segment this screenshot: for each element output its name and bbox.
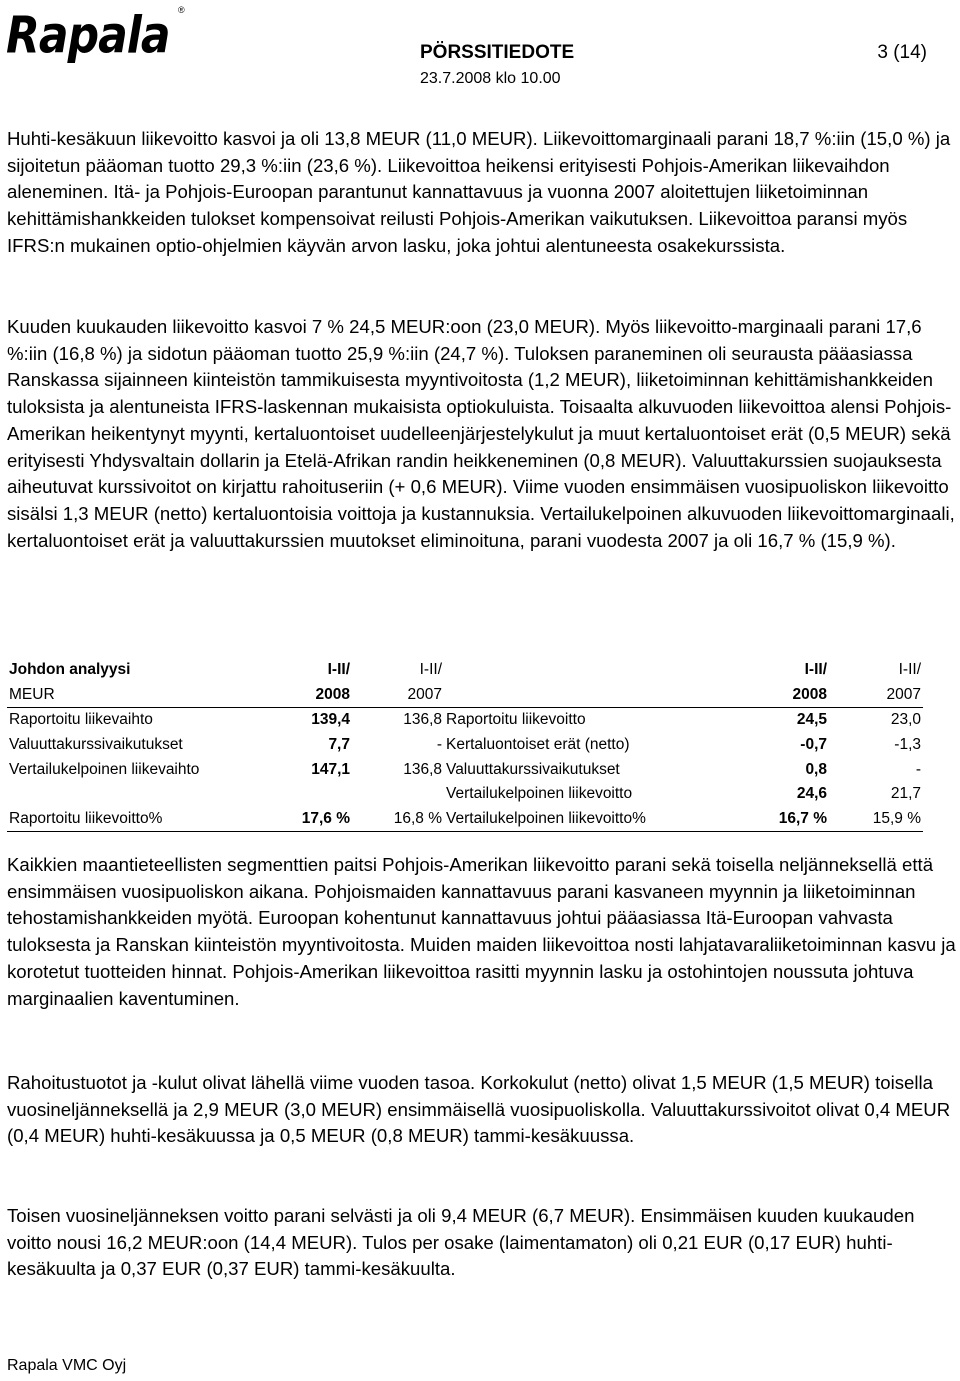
table-row <box>7 807 923 832</box>
value-2007: 136,8 <box>403 711 442 729</box>
row-label <box>7 782 277 807</box>
row-label: Valuuttakurssivaikutukset <box>9 736 183 754</box>
row-label: Kertaluontoiset erät (netto) <box>446 736 630 754</box>
row-label: Valuuttakurssivaikutukset <box>446 760 620 778</box>
value-2007: 21,7 <box>890 785 921 803</box>
value-2007: 16,8 % <box>352 807 444 832</box>
value-2007: - <box>436 736 442 754</box>
value-2008: 24,6 <box>796 785 827 803</box>
col-header-2008: 2008 <box>277 683 352 708</box>
col-header-2008: 2008 <box>744 683 829 708</box>
value-2007: -1,3 <box>894 736 921 754</box>
row-label: Vertailukelpoinen liikevaihto <box>9 760 200 778</box>
value-2007: 15,9 % <box>829 807 923 832</box>
row-label: Vertailukelpoinen liikevoitto <box>446 785 633 803</box>
registered-mark: ® <box>178 5 185 15</box>
value-2008 <box>277 782 352 807</box>
value-2008: 7,7 <box>328 736 350 754</box>
row-label: Raportoitu liikevoitto% <box>7 807 277 832</box>
row-label: Vertailukelpoinen liikevoitto% <box>444 807 744 832</box>
document-date: 23.7.2008 klo 10.00 <box>420 70 561 87</box>
col-header-2007: 2007 <box>352 683 444 708</box>
page-number: 3 (14) <box>877 42 927 63</box>
value-2008: 24,5 <box>796 711 827 729</box>
col-header-period: I-II/ <box>327 661 350 679</box>
value-2007: 23,0 <box>890 711 921 729</box>
paragraph-segments: Kaikkien maantieteellisten segmenttien paitsi Pohjois-Amerikan liikevoitto parani sekä toisella neljänneksellä että ensimmäisen vuosipuoliskon aikana. Pohjoismaiden kannattavuus parani kasvaneen myynnin ja liiketoiminnan tehostamishankkeiden myötä. Euroopan kohentunut kannattavuus johtui pääasiassa Itä-Euroopan vahvasta tuloksesta ja Ranskan kiinteistön myyntivoitosta. Muiden maiden liikevoittoa nosti lahjatavaraliiketoiminnan kasvu ja korotetut tuotteiden hinnat. Pohjois-Amerikan liikevoittoa rasitti myynnin lasku ja ostohintojen noussuta johtuva marginaalien kaventuminen. <box>7 854 956 1009</box>
table-row <box>7 733 923 758</box>
col-header-2007: 2007 <box>829 683 923 708</box>
value-2008: 0,8 <box>805 760 827 778</box>
col-header-period: I-II/ <box>898 661 921 679</box>
document-title: PÖRSSITIEDOTE <box>420 42 575 63</box>
paragraph-q2-operating-profit: Huhti-kesäkuun liikevoitto kasvoi ja oli 13,8 MEUR (11,0 MEUR). Liikevoittomarginaali parani 18,7 %:iin (15,0 %) ja sijoitetun pääoman tuotto 29,3 %:iin (23,6 %). Liikevoittoa heikensi erityisesti Pohjois-Amerikan liikevaihdon aleneminen. Itä- ja Pohjois-Euroopan parantunut kannattavuus ja vuonna 2007 aloitettujen liiketoiminnan kehittämishankkeiden tulokset kompensoivat reilusti Pohjois-Amerikan vaikutuksen. Liikevoittoa paransi myös IFRS:n mukainen optio-ohjelmien käyvän arvon lasku, joka johtui alentuneesta osakekurssista. <box>7 128 951 256</box>
paragraph-profit-eps: Toisen vuosineljänneksen voitto parani selvästi ja oli 9,4 MEUR (6,7 MEUR). Ensimmäisen kuuden kuukauden voitto nousi 16,2 MEUR:oon (14,4 MEUR). Tulos per osake (laimentamaton) oli 0,21 EUR (0,17 EUR) huhti-kesäkuulta ja 0,37 EUR (0,37 EUR) tammi-kesäkuulta. <box>7 1205 915 1280</box>
value-2008: 16,7 % <box>744 807 829 832</box>
value-2007 <box>352 782 444 807</box>
value-2008: 147,1 <box>311 760 350 778</box>
col-header-period: I-II/ <box>419 661 442 679</box>
table-row <box>7 708 923 733</box>
table-header-row <box>7 658 923 683</box>
logo-wordmark: Rapala <box>6 6 170 65</box>
footer-company: Rapala VMC Oyj <box>7 1357 127 1374</box>
table-row <box>7 782 923 807</box>
value-2008: 17,6 % <box>277 807 352 832</box>
value-2007: 136,8 <box>403 760 442 778</box>
table-header-row <box>7 683 923 708</box>
row-label: Raportoitu liikevoitto <box>446 711 586 729</box>
row-label: Raportoitu liikevaihto <box>9 711 153 729</box>
management-analysis-table <box>7 658 923 832</box>
value-2008: -0,7 <box>800 736 827 754</box>
table-title: Johdon analyysi <box>9 661 131 679</box>
col-header-period: I-II/ <box>804 661 827 679</box>
paragraph-financial-items: Rahoitustuotot ja -kulut olivat lähellä viime vuoden tasoa. Korkokulut (netto) olivat 1,5 MEUR (1,5 MEUR) toisella vuosineljänneksellä ja 2,9 MEUR (3,0 MEUR) ensimmäisellä vuosipuoliskolla. Valuuttakurssivoitot olivat 0,4 MEUR (0,4 MEUR) huhti-kesäkuussa ja 0,5 MEUR (0,8 MEUR) tammi-kesäkuussa. <box>7 1072 951 1147</box>
table-unit: MEUR <box>7 683 277 708</box>
value-2007: - <box>915 760 921 778</box>
rapala-logo <box>6 4 188 65</box>
table-row <box>7 757 923 782</box>
value-2008: 139,4 <box>311 711 350 729</box>
paragraph-h1-operating-profit: Kuuden kuukauden liikevoitto kasvoi 7 % 24,5 MEUR:oon (23,0 MEUR). Myös liikevoitto-marginaali parani 17,6 %:iin (16,8 %) ja sidotun pääoman tuotto 25,9 %:iin (24,7 %). Tuloksen paraneminen oli seurausta pääasiassa Ranskassa sijainneen kiinteistön tammikuisesta myyntivoitosta (1,2 MEUR), liiketoiminnan kehittämishankkeiden tuloksista ja alentuneista IFRS-laskennan mukaisista optiokuluista. Toisaalta alkuvuoden liikevoittoa alensi Pohjois-Amerikan heikentynyt myynti, kertaluontoiset uudelleenjärjestelykulut ja muut kertaluontoiset erät (0,5 MEUR) sekä erityisesti Yhdysvaltain dollarin ja Etelä-Afrikan randin heikkeneminen (0,8 MEUR). Valuuttakurssien suojauksesta aiheutuvat kurssivoitot on kirjattu rahoituseriin (+ 0,6 MEUR). Viime vuoden ensimmäisen vuosipuoliskon liikevoitto sisälsi 1,3 MEUR (netto) kertaluontoisia voittoja ja kustannuksia. Vertailukelpoinen alkuvuoden liikevoittomarginaali, kertaluontoiset erät ja valuuttakurssien muutokset eliminoituna, parani vuodesta 2007 ja oli 16,7 % (15,9 %). <box>7 316 955 551</box>
